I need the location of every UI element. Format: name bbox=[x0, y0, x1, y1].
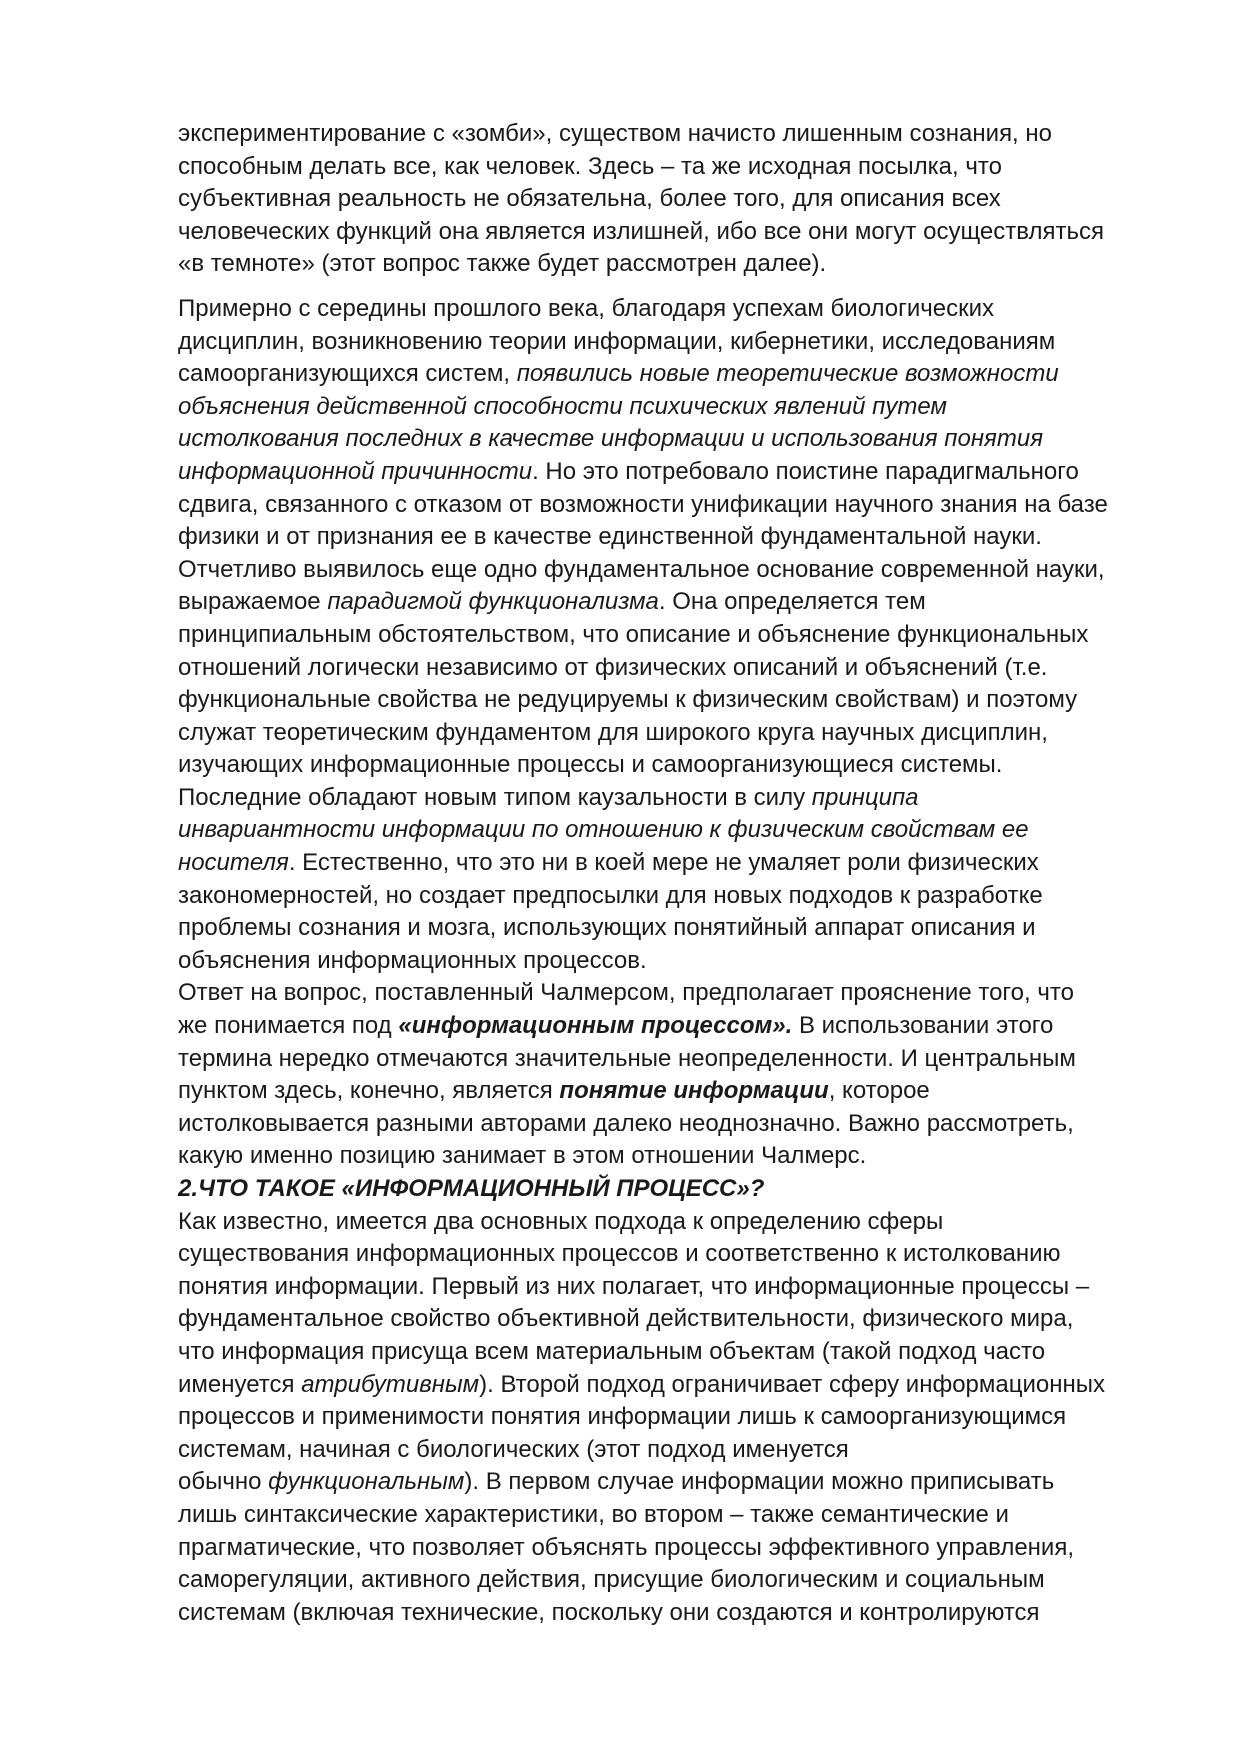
text-line: системам, начиная с биологических (этот подход именуется bbox=[178, 1435, 849, 1463]
italic-run: носителя bbox=[178, 849, 289, 877]
text-line: что информация присуща всем материальным объектам (такой подход часто bbox=[178, 1337, 1046, 1365]
text-run: ). В первом случае информации можно приписывать bbox=[464, 1468, 1055, 1496]
text-line: термина нередко отмечаются значительные неопределенности. И центральным bbox=[178, 1044, 1076, 1072]
italic-run: атрибутивным bbox=[301, 1370, 480, 1398]
text-line: функциональные свойства не редуцируемы к физическим свойствам) и поэтому bbox=[178, 686, 1078, 714]
text-line: изучающих информационные процессы и самоорганизующиеся системы. bbox=[178, 751, 1003, 779]
document-page bbox=[178, 118, 1158, 1629]
text-run: обычно bbox=[178, 1468, 269, 1496]
italic-run: принципа bbox=[811, 783, 919, 811]
text-run: В использовании этого bbox=[792, 1012, 1054, 1040]
italic-run: информационной причинности bbox=[178, 457, 533, 485]
text-line: экспериментирование с «зомби», существом начисто лишенным сознания, но bbox=[178, 120, 1052, 147]
text-line: проблемы сознания и мозга, использующих понятийный аппарат описания и bbox=[178, 914, 1036, 942]
text-line: инвариантности информации по отношению к физическим свойствам ее bbox=[178, 816, 1029, 844]
text-line: отношений логически независимо от физических описаний и объяснений (т.е. bbox=[178, 653, 1048, 681]
text-run: ). Второй подход ограничивает сферу информационных bbox=[479, 1370, 1105, 1398]
text-run: самоорганизующихся систем, bbox=[178, 360, 517, 388]
text-line bbox=[178, 586, 1158, 619]
italic-run: функциональным bbox=[268, 1468, 465, 1496]
text-line: объяснения информационных процессов. bbox=[178, 946, 647, 974]
text-line bbox=[178, 1010, 1158, 1043]
text-line bbox=[178, 1369, 1158, 1402]
text-line: объяснения действенной способности психических явлений путем bbox=[178, 392, 947, 420]
italic-run: парадигмой функционализма bbox=[327, 588, 659, 616]
text-run: , которое bbox=[828, 1077, 930, 1105]
text-line: служат теоретическим фундаментом для широкого круга научных дисциплин, bbox=[178, 718, 1048, 746]
text-line: принципиальным обстоятельством, что описание и объяснение функциональных bbox=[178, 620, 1089, 648]
bold-italic-run: понятие информации bbox=[559, 1077, 829, 1105]
text-run: . Естественно, что это ни в коей мере не умаляет роли физических bbox=[288, 849, 1039, 877]
text-line: физики и от признания ее в качестве единственной фундаментальной науки. bbox=[178, 523, 1042, 551]
text-line: какую именно позицию занимает в этом отношении Чалмерс. bbox=[178, 1142, 867, 1170]
paragraph-functionalism bbox=[178, 293, 1158, 1173]
text-line: существования информационных процессов и соответственно к истолкованию bbox=[178, 1240, 1061, 1268]
text-run: же понимается под bbox=[178, 1012, 399, 1040]
text-line: сдвига, связанного с отказом от возможности унификации научного знания на базе bbox=[178, 490, 1108, 518]
text-line bbox=[178, 847, 1158, 880]
text-line: истолкования последних в качестве информации и использования понятия bbox=[178, 425, 1044, 453]
text-run: выражаемое bbox=[178, 588, 328, 616]
text-line: саморегуляции, активного действия, присущие биологическим и социальным bbox=[178, 1566, 1045, 1594]
text-run: Последние обладают новым типом каузальности в силу bbox=[178, 783, 812, 811]
text-line: Примерно с середины прошлого века, благодаря успехам биологических bbox=[178, 294, 995, 322]
text-line: прагматические, что позволяет объяснять процессы эффективного управления, bbox=[178, 1533, 1074, 1561]
text-line: Отчетливо выявилось еще одно фундаментальное основание современной науки, bbox=[178, 555, 1105, 583]
paragraph-information-process bbox=[178, 1206, 1158, 1630]
paragraph-zombie bbox=[178, 118, 1158, 281]
text-line: лишь синтаксические характеристики, во втором – также семантические и bbox=[178, 1500, 1009, 1528]
text-line: способным делать все, как человек. Здесь – та же исходная посылка, что bbox=[178, 152, 1002, 180]
text-line bbox=[178, 1466, 1158, 1499]
text-line: закономерностей, но создает предпосылки для новых подходов к разработке bbox=[178, 881, 1043, 909]
text-line: фундаментальное свойство объективной действительности, физического мира, bbox=[178, 1305, 1074, 1333]
text-line: процессов и применимости понятия информации лишь к самоорганизующимся bbox=[178, 1403, 1067, 1431]
text-run: . Но это потребовало поистине парадигмального bbox=[532, 457, 1079, 485]
text-line: субъективная реальность не обязательна, более того, для описания всех bbox=[178, 185, 1001, 213]
text-line: дисциплин, возникновению теории информации, кибернетики, исследованиям bbox=[178, 327, 1056, 355]
text-line: Ответ на вопрос, поставленный Чалмерсом, предполагает прояснение того, что bbox=[178, 979, 1074, 1007]
bold-italic-run: «информационным процессом». bbox=[398, 1012, 793, 1040]
text-line bbox=[178, 782, 1158, 815]
text-line: системам (включая технические, поскольку они создаются и контролируются bbox=[178, 1598, 1040, 1626]
text-line: Как известно, имеется два основных подхода к определению сферы bbox=[178, 1207, 944, 1235]
text-line: истолковывается разными авторами далеко неоднозначно. Важно рассмотреть, bbox=[178, 1109, 1074, 1137]
text-line: «в темноте» (этот вопрос также будет рассмотрен далее). bbox=[178, 250, 827, 278]
text-line bbox=[178, 1075, 1158, 1108]
text-run: пунктом здесь, конечно, является bbox=[178, 1077, 560, 1105]
text-line: понятия информации. Первый из них полагает, что информационные процессы – bbox=[178, 1272, 1090, 1300]
text-line bbox=[178, 456, 1158, 489]
text-line bbox=[178, 358, 1158, 391]
text-run: . Она определяется тем bbox=[658, 588, 926, 616]
section-heading: 2.ЧТО ТАКОЕ «ИНФОРМАЦИОННЫЙ ПРОЦЕСС»? bbox=[178, 1175, 765, 1202]
italic-run: появились новые теоретические возможности bbox=[516, 360, 1059, 388]
text-line: человеческих функций она является излишней, ибо все они могут осуществляться bbox=[178, 217, 1104, 245]
text-run: именуется bbox=[178, 1370, 302, 1398]
